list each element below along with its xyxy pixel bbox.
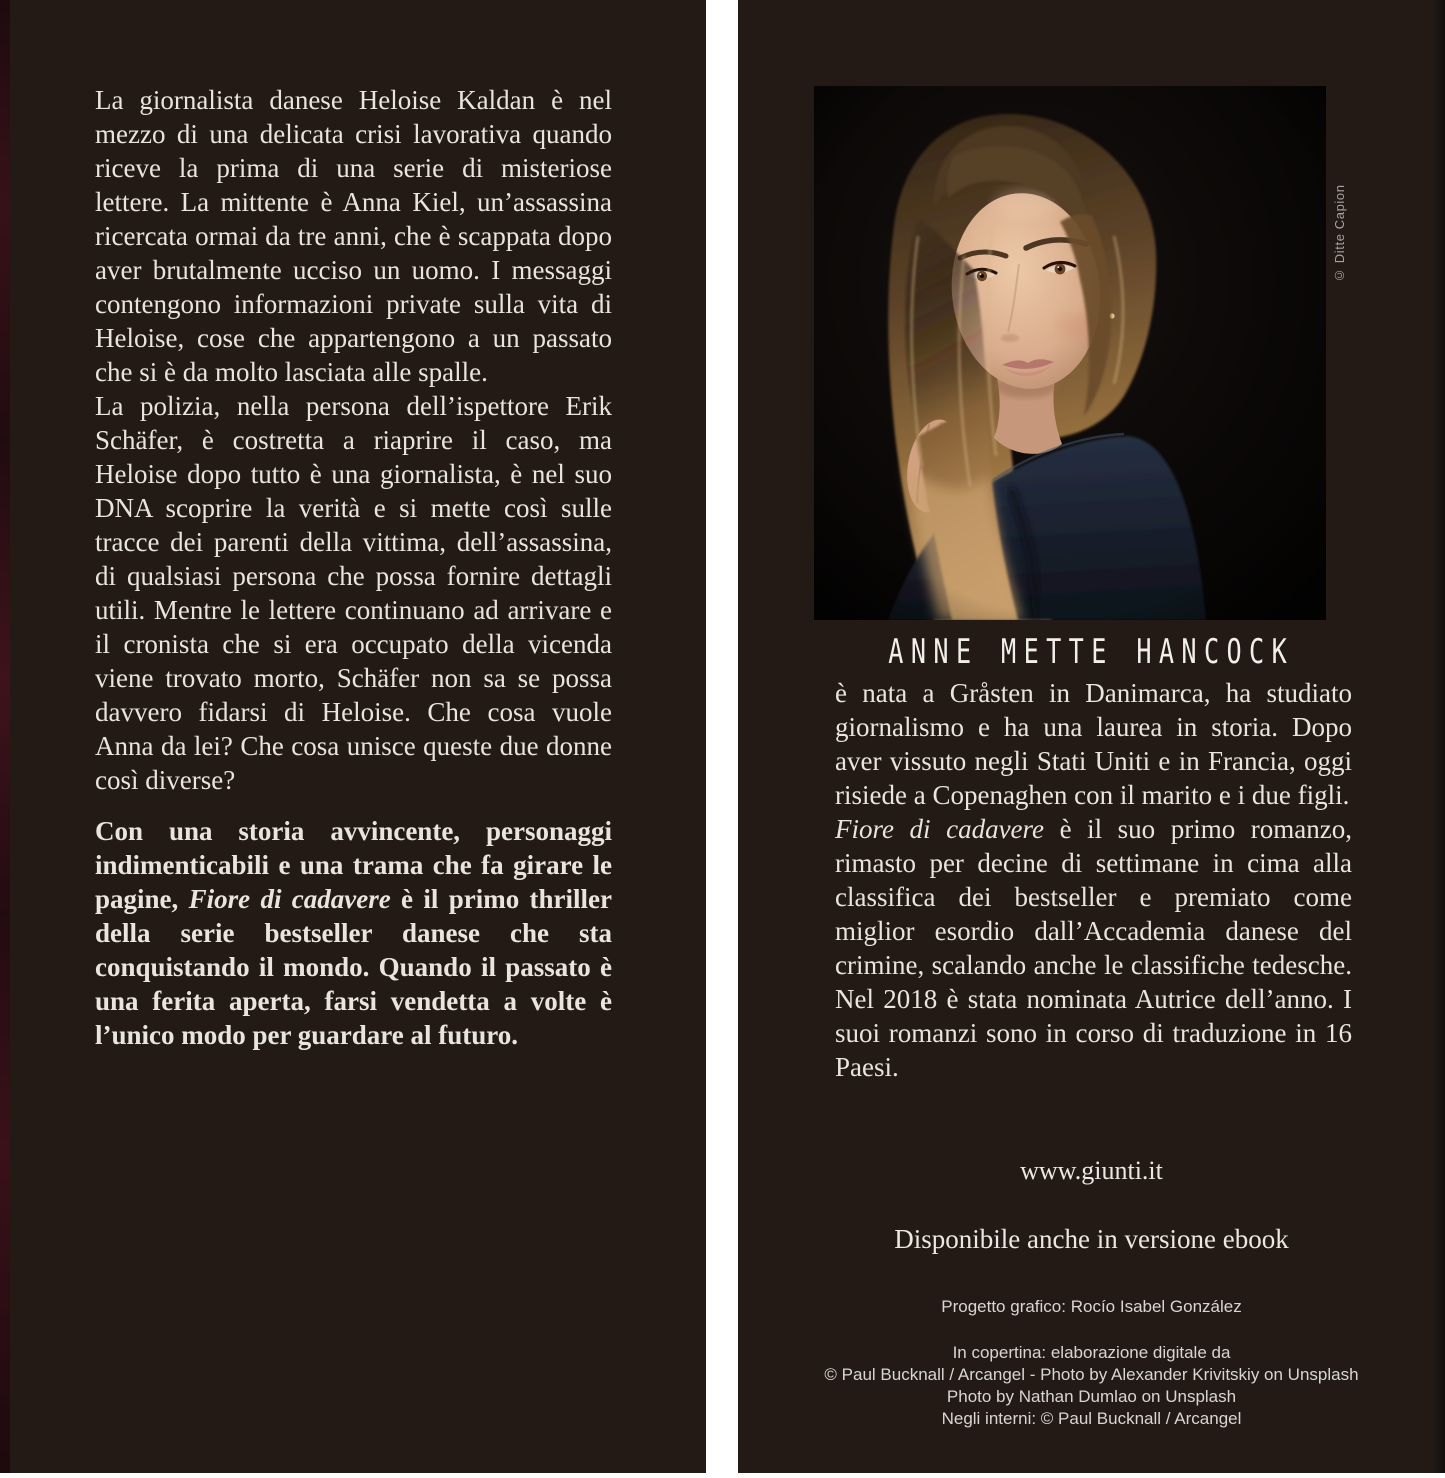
author-name-text: ANNE METTE HANCOCK bbox=[888, 632, 1295, 672]
author-bio: è nata a Gråsten in Danimarca, ha studiato giornalismo e ha una laurea in storia. Dopo aver vissuto negli Stati Uniti e in Francia, oggi risiede a Copenaghen con il marito e i due figli. Fiore di cadavere è il suo primo romanzo, rimasto per decine di settimane in cima alla classifica dei bestseller e premiato come miglior esordio dall’Accademia danese del crimine, scalando anche le classifiche tedesche. Nel 2018 è stata nominata Autrice dell’anno. I suoi romanzi sono in corso di traduzione in 16 Paesi. bbox=[835, 678, 1352, 1082]
page-edge-shadow bbox=[1432, 0, 1445, 1473]
design-credit: Progetto grafico: Rocío Isabel González bbox=[941, 1297, 1242, 1316]
spine-edge-texture bbox=[0, 0, 10, 1473]
left-flap-panel bbox=[0, 0, 706, 1473]
photo-vignette bbox=[814, 86, 1326, 620]
right-flap-panel bbox=[738, 0, 1445, 1473]
publisher-website: www.giunti.it bbox=[1020, 1156, 1163, 1185]
book-synopsis: La giornalista danese Heloise Kaldan è nel mezzo di una delicata crisi lavorativa quando riceve la prima di una serie di misteriose lettere. La mittente è Anna Kiel, un’assassina ricercata ormai da tre anni, che è scappata dopo aver brutalmente ucciso un uomo. I messaggi contengono informazioni private sulla vita di Heloise, cose che appartengono a un passato che si è da molto lasciata alle spalle. La polizia, nella persona dell’ispettore Erik Schäfer, è costretta a riaprire il caso, ma Heloise dopo tutto è una giornalista, è nel suo DNA scoprire la verità e si mette così sulle tracce dei parenti della vittima, dell’assassina, di qualsiasi persona che possa fornire dettagli utili. Mentre le lettere continuano ad arrivare e il cronista che si era occupato della vicenda viene trovato morto, Schäfer non sa se possa davvero fidarsi di Heloise. Che cosa vuole Anna da lei? Che cosa unisce queste due donne così diverse? Con una storia avvincente, personaggi indimenticabili e una trama che fa girare le pagine, Fiore di cadavere è il primo thriller della serie bestseller danese che sta conquistando il mondo. Quando il passato è una ferita aperta, farsi vendetta a volte è l’unico modo per guardare al futuro. bbox=[95, 85, 612, 1050]
ebook-availability-note: Disponibile anche in versione ebook bbox=[894, 1224, 1289, 1254]
cover-credits: In copertina: elaborazione digitale da © Paul Bucknall / Arcangel - Photo by Alexander Krivitskiy on Unsplash Photo by Nathan Dumlao on Unsplash Negli interni: © Paul Bucknall / Arcangel bbox=[824, 1343, 1359, 1428]
author-photo bbox=[814, 86, 1326, 620]
credits-block bbox=[738, 1296, 1445, 1430]
photo-credit: © Ditte Capion bbox=[1332, 184, 1347, 283]
author-name bbox=[738, 632, 1445, 672]
author-portrait-illustration bbox=[814, 86, 1326, 620]
